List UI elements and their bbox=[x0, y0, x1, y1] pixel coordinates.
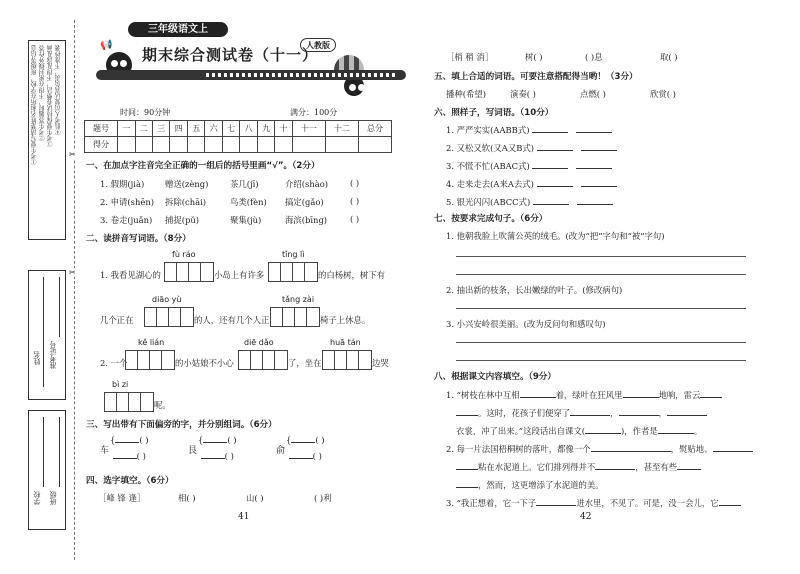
score-cell: 一 bbox=[118, 121, 135, 137]
score-input[interactable] bbox=[292, 137, 325, 153]
q4-blank[interactable]: 山( ) bbox=[246, 493, 264, 503]
q7-item: 3. 小兴安岭很美丽。(改为反问句和感叹句) bbox=[446, 319, 606, 329]
q2-title: 二、读拼音写词语。（8分） bbox=[86, 234, 191, 244]
page-title: 期末综合测试卷（十一） bbox=[142, 46, 319, 64]
name-line bbox=[43, 277, 44, 387]
q8-title: 八、根据课文内容填空。（9分） bbox=[434, 372, 556, 382]
school-label: 学校 bbox=[33, 491, 41, 505]
q8-passage: 粘在水泥道上。它们排列得并不 ，甚至有些 bbox=[456, 461, 701, 473]
q3-blank[interactable]: ( ) bbox=[198, 450, 234, 461]
q6-blank[interactable] bbox=[537, 178, 573, 187]
q6-item bbox=[446, 160, 612, 172]
score-input[interactable] bbox=[153, 137, 170, 153]
score-cell: 二 bbox=[135, 121, 152, 137]
score-input[interactable] bbox=[275, 137, 292, 153]
q1-row-1-b: 赠送(zèng) bbox=[165, 179, 209, 189]
exam-no-line bbox=[59, 277, 60, 337]
notice-line: ③考生要保持试卷整洁，不得乱涂乱画 bbox=[47, 45, 54, 147]
q6-item bbox=[446, 142, 617, 154]
q2-sentence: 边哭 bbox=[372, 358, 389, 368]
q2-sentence: 椅子上休息。 bbox=[320, 315, 371, 325]
q6-blank[interactable] bbox=[581, 178, 617, 187]
score-cell: 三 bbox=[153, 121, 170, 137]
q8-blank[interactable] bbox=[700, 389, 722, 398]
q4-blank[interactable]: ( )息 bbox=[585, 52, 603, 62]
q6-example: 5. 银光闪闪(ABCC式) bbox=[446, 197, 531, 207]
char-grid[interactable] bbox=[322, 350, 372, 370]
q8-blank[interactable] bbox=[619, 407, 659, 416]
q5-blank[interactable]: 欣赏( ) bbox=[650, 89, 676, 99]
answer-line[interactable] bbox=[456, 274, 746, 275]
q6-blank[interactable] bbox=[581, 142, 617, 151]
q4-blank[interactable]: ( )利 bbox=[314, 493, 332, 503]
q2-sentence: 小岛上有许多 bbox=[214, 270, 265, 280]
score-table bbox=[84, 120, 392, 153]
q3-title: 三、写出带有下面偏旁的字，并分别组词。（6分） bbox=[86, 420, 277, 430]
score-input[interactable] bbox=[257, 137, 274, 153]
score-cell: 总分 bbox=[358, 121, 391, 137]
q6-blank[interactable] bbox=[576, 160, 612, 169]
q6-blank[interactable] bbox=[576, 124, 612, 133]
score-cell: 六 bbox=[205, 121, 222, 137]
q4-title: 四、选字填空。（6分） bbox=[86, 476, 174, 486]
q1-row-2-a: 2. 申请(shēn) bbox=[100, 197, 154, 207]
char-grid[interactable] bbox=[164, 262, 214, 282]
name-box bbox=[28, 270, 66, 400]
q8-blank[interactable] bbox=[595, 461, 635, 470]
score-cell: 十 bbox=[275, 121, 292, 137]
score-input[interactable] bbox=[222, 137, 239, 153]
q6-blank[interactable] bbox=[533, 196, 569, 205]
binding-strip bbox=[28, 40, 76, 540]
q6-example: 2. 又松又软(又A又B式) bbox=[446, 143, 535, 153]
q6-title: 六、照样子，写词语。（10分） bbox=[434, 108, 554, 118]
char-grid[interactable] bbox=[238, 350, 288, 370]
answer-line[interactable] bbox=[456, 360, 746, 361]
char-grid[interactable] bbox=[270, 307, 320, 327]
notice-line: ②考生答题时，不得在密封线外作答 bbox=[39, 45, 46, 141]
q5-title: 五、填上合适的词语。可要注意搭配得当哟！（3分） bbox=[434, 72, 638, 82]
q5-item: 播种(希望) bbox=[446, 89, 487, 99]
score-input[interactable] bbox=[118, 137, 135, 153]
score-input[interactable] bbox=[240, 137, 257, 153]
q8-blank[interactable] bbox=[585, 425, 621, 434]
q2-sentence: 几个正在 bbox=[100, 315, 134, 325]
exam-no-label: 准考证号 bbox=[49, 341, 57, 369]
q6-blank[interactable] bbox=[537, 142, 573, 151]
score-input[interactable] bbox=[170, 137, 187, 153]
q6-blank[interactable] bbox=[532, 124, 568, 133]
scissor-icon: ✂ bbox=[69, 268, 76, 277]
name-label: 姓名 bbox=[33, 351, 41, 365]
score-input[interactable] bbox=[205, 137, 222, 153]
score-row-label: 得分 bbox=[85, 137, 118, 153]
q8-blank[interactable] bbox=[591, 443, 671, 452]
q1-row-1-a: 1. 假期(jià) bbox=[100, 179, 145, 189]
q1-row-1-c: 茶几(jī) bbox=[230, 179, 259, 189]
pinyin: diē dǎo bbox=[244, 338, 274, 347]
pinyin: tǐng lì bbox=[282, 250, 305, 259]
q6-example: 3. 不慌不忙(ABAC式) bbox=[446, 161, 530, 171]
score-input[interactable] bbox=[135, 137, 152, 153]
q2-sentence: 的白杨树，树下有 bbox=[318, 270, 385, 280]
q5-blank[interactable]: 演奏( ) bbox=[510, 89, 536, 99]
q2-sentence: 的人，还有几个人正 bbox=[194, 315, 270, 325]
q1-row-2-c: 鸟类(fèn) bbox=[230, 197, 267, 207]
q8-blank[interactable] bbox=[456, 407, 478, 416]
score-cell: 题号 bbox=[85, 121, 118, 137]
speaker-icon: 📢 bbox=[100, 40, 113, 51]
q8-blank[interactable] bbox=[536, 497, 576, 506]
q6-example: 4. 走来走去(A来A去式) bbox=[446, 179, 534, 189]
q8-passage: 1. “树枝在林中互相 着，绿叶在狂风里 地响，雷云 bbox=[446, 389, 722, 401]
page-number-right: 42 bbox=[580, 512, 592, 522]
q8-blank[interactable] bbox=[658, 425, 694, 434]
q6-blank[interactable] bbox=[532, 160, 568, 169]
exam-time: 时间：90分钟 bbox=[120, 108, 171, 117]
q8-blank[interactable] bbox=[520, 389, 556, 398]
radical-label: 艮 bbox=[188, 446, 198, 456]
score-cell: 七 bbox=[222, 121, 239, 137]
q8-blank[interactable] bbox=[677, 461, 701, 470]
answer-line[interactable] bbox=[456, 308, 746, 309]
q8-passage: 。这时，花孩子们便穿了 ， ， bbox=[456, 407, 707, 419]
q2-sentence: 2. 一个 bbox=[100, 358, 128, 368]
school-line bbox=[43, 417, 44, 487]
q8-blank[interactable] bbox=[623, 389, 659, 398]
q2-sentence: 的小姑娘不小心 bbox=[175, 358, 234, 368]
q4-blank[interactable]: 树( ) bbox=[525, 52, 543, 62]
notice-line: ①考生要写清楚姓名和所在学校、班级等信息 bbox=[31, 45, 38, 165]
q8-passage: 3. “我正想着，它一下子 进水里，不见了。可是，没一会儿，它 bbox=[446, 497, 741, 509]
q3-blank[interactable]: { ( ) bbox=[286, 435, 325, 445]
score-table-header-row bbox=[85, 121, 392, 137]
char-grid[interactable] bbox=[268, 262, 318, 282]
q4-char-set: ［梢 稍 消］ bbox=[446, 52, 494, 62]
q3-blank[interactable]: { ( ) bbox=[198, 435, 237, 445]
q6-item bbox=[446, 124, 612, 136]
q8-passage: 2. 每一片法国梧桐树的落叶，都像一个 ，熨贴地、 bbox=[446, 443, 753, 455]
q4-blank[interactable]: 相( ) bbox=[178, 493, 196, 503]
q5-blank[interactable]: 点燃( ) bbox=[580, 89, 606, 99]
q2-sentence: 1. 我看见湖心的 bbox=[100, 270, 161, 280]
q1-answer-1[interactable]: ( ) bbox=[350, 178, 360, 188]
umbrella-icon bbox=[334, 55, 364, 71]
answer-line[interactable] bbox=[456, 342, 746, 343]
q1-row-3-a: 3. 卷走(juǎn) bbox=[100, 215, 153, 225]
notice-line: ④监考人员要认真负责，不准抄袭 bbox=[55, 45, 62, 135]
q7-item: 1. 他朝我脸上吹蒲公英的绒毛。(改为“把”字句和“被”字句) bbox=[446, 231, 665, 241]
q3-radical-group bbox=[100, 434, 400, 464]
pinyin: fù ráo bbox=[172, 250, 196, 259]
q7-title: 七、按要求完成句子。（6分） bbox=[434, 214, 548, 224]
seal-dashed-line bbox=[74, 20, 75, 560]
q1-title: 一、在加点字注音完全正确的一组后的括号里画“√”。（2分） bbox=[86, 161, 320, 171]
q6-item bbox=[446, 196, 613, 208]
q2-sentence: 了，坐在 bbox=[288, 358, 322, 368]
char-grid[interactable] bbox=[125, 350, 175, 370]
q8-blank[interactable] bbox=[713, 443, 753, 452]
pinyin: diāo yù bbox=[152, 295, 182, 304]
q1-answer-2[interactable]: ( ) bbox=[350, 196, 360, 206]
q8-blank[interactable] bbox=[667, 407, 707, 416]
score-cell: 十二 bbox=[325, 121, 358, 137]
score-cell: 九 bbox=[257, 121, 274, 137]
q3-blank[interactable]: ( ) bbox=[110, 450, 146, 461]
score-cell: 八 bbox=[240, 121, 257, 137]
score-input[interactable] bbox=[358, 137, 391, 153]
pinyin: huā tán bbox=[330, 338, 361, 347]
q4-char-set: ［峰 锋 逢］ bbox=[98, 493, 146, 503]
pinyin: bì zi bbox=[112, 380, 129, 389]
page-number-left: 41 bbox=[238, 512, 250, 522]
score-cell: 四 bbox=[170, 121, 187, 137]
score-input[interactable] bbox=[325, 137, 358, 153]
q1-row-3-b: 捕捉(pǔ) bbox=[165, 215, 200, 225]
q3-blank[interactable]: ( ) bbox=[286, 450, 322, 461]
q1-answer-3[interactable]: ( ) bbox=[350, 214, 360, 224]
score-input[interactable] bbox=[187, 137, 204, 153]
q3-blank[interactable]: { ( ) bbox=[110, 435, 149, 445]
q1-row-1-d: 介绍(shào) bbox=[285, 179, 329, 189]
q2-sentence: 呢。 bbox=[154, 400, 171, 410]
q8-blank[interactable] bbox=[456, 479, 478, 488]
class-line bbox=[59, 417, 60, 487]
q6-item bbox=[446, 178, 617, 190]
class-label: 班级 bbox=[49, 491, 57, 505]
q8-passage: 衣裳，冲了出来。”这段话出自课文( )，作者是 。 bbox=[456, 426, 703, 436]
grade-banner: 三年级语文上 bbox=[128, 22, 228, 37]
exam-score: 满分：100分 bbox=[290, 108, 338, 117]
score-cell: 十一 bbox=[292, 121, 325, 137]
edition-badge: 人教版 bbox=[300, 38, 336, 52]
notice-box bbox=[28, 40, 66, 240]
char-grid[interactable] bbox=[144, 307, 194, 327]
score-table-row bbox=[85, 137, 392, 153]
q1-row-2-b: 拆除(chāi) bbox=[165, 197, 207, 207]
q8-blank[interactable] bbox=[719, 497, 741, 506]
pinyin: tǎng zài bbox=[282, 295, 315, 304]
radical-label: 车 bbox=[100, 446, 110, 456]
q4-blank[interactable]: 取( ) bbox=[660, 52, 678, 62]
scissor-icon: ✂ bbox=[69, 150, 76, 159]
school-box bbox=[28, 410, 66, 530]
radical-label: 俞 bbox=[276, 446, 286, 456]
q6-example: 1. 严严实实(AABB式) bbox=[446, 125, 530, 135]
q8-blank[interactable] bbox=[570, 407, 610, 416]
q6-blank[interactable] bbox=[577, 196, 613, 205]
score-cell: 五 bbox=[187, 121, 204, 137]
q1-row-2-d: 搞定(gǎo) bbox=[285, 197, 324, 207]
char-grid[interactable] bbox=[104, 392, 154, 412]
q7-item: 2. 抽出新的枝条，长出嫩绿的叶子。(修改病句) bbox=[446, 285, 623, 295]
answer-line[interactable] bbox=[456, 256, 746, 257]
q1-row-3-c: 聚集(jù) bbox=[230, 215, 262, 225]
pinyin: kě lián bbox=[138, 338, 165, 347]
q8-passage: ，然而，这更增添了水泥道的美。 bbox=[456, 479, 604, 491]
header-bar bbox=[96, 70, 406, 80]
q8-blank[interactable] bbox=[456, 461, 478, 470]
q1-row-3-d: 海滨(bīng) bbox=[285, 215, 328, 225]
